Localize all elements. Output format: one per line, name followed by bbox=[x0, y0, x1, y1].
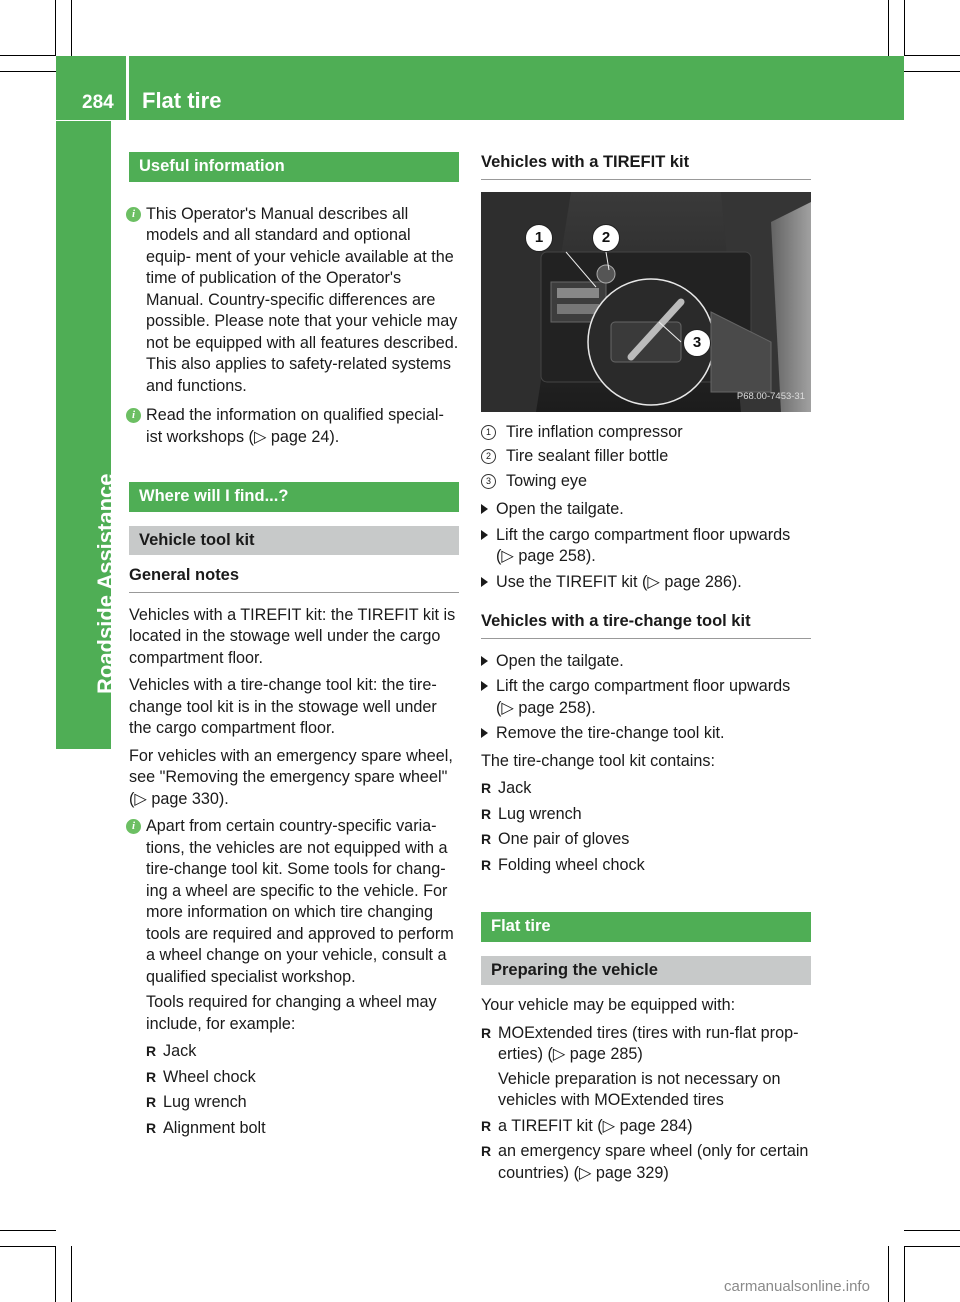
paragraph: For vehicles with an emergency spare wheel, see "Removing the emergency spare wheel" (▷ page 330). bbox=[129, 746, 453, 808]
info-text: Tools required for changing a wheel may include, for example: bbox=[146, 993, 437, 1033]
page-number: 284 bbox=[82, 92, 114, 113]
list-item bbox=[146, 1041, 459, 1063]
where-heading: Where will I find...? bbox=[129, 482, 459, 512]
info-note bbox=[129, 405, 459, 448]
info-text: Apart from certain country-specific varia- tions, the vehicles are not equipped with a tire-change tool kit. Some tools for chang- ing a wheel are specific to the vehicle. For more information on which tire changing tools are required and approved to perform a wheel change on your vehicle, consult a qualified specialist workshop. bbox=[146, 817, 454, 986]
legend-number: 2 bbox=[481, 449, 496, 464]
cargo-compartment-photo bbox=[481, 192, 811, 412]
step-text: Open the tailgate. bbox=[496, 651, 624, 670]
info-text: Read the information on qualified special- ist workshops (▷ page 24). bbox=[146, 406, 444, 446]
list-item-text: Lug wrench bbox=[498, 804, 582, 823]
cargo-compartment-illustration bbox=[481, 192, 811, 412]
step-arrow-icon bbox=[481, 681, 488, 691]
callout-2: 2 bbox=[592, 224, 620, 252]
bullet-icon: R bbox=[146, 1043, 157, 1059]
step-arrow-icon bbox=[481, 530, 488, 540]
toolchange-heading: Vehicles with a tire-change tool kit bbox=[481, 611, 811, 639]
step-text: Open the tailgate. bbox=[496, 500, 624, 518]
callout-3: 3 bbox=[683, 329, 711, 357]
tirefit-heading: Vehicles with a TIREFIT kit bbox=[481, 152, 811, 180]
flat-tire-heading: Flat tire bbox=[481, 912, 811, 942]
legend-text: Tire sealant filler bottle bbox=[506, 447, 669, 465]
list-item-text: Jack bbox=[163, 1042, 197, 1060]
useful-info-heading: Useful information bbox=[129, 152, 459, 182]
crop-mark bbox=[0, 55, 56, 56]
crop-mark bbox=[888, 1246, 889, 1302]
list-item-text: MOExtended tires (tires with run-flat prop- erties) (▷ page 285) bbox=[498, 1023, 799, 1063]
info-text: This Operator's Manual describes all models and all standard and optional equip- ment of your vehicle available at the time of publication of the Operator's Manual. Country-specific differences are possible. Please note that your vehicle may not be equipped with all features described. This also applies to safety-related systems and functions. bbox=[146, 204, 459, 395]
paragraph: Your vehicle may be equipped with: bbox=[481, 996, 736, 1014]
legend-number: 3 bbox=[481, 474, 496, 489]
step-item bbox=[481, 525, 811, 568]
list-item bbox=[481, 778, 811, 800]
bullet-icon: R bbox=[481, 805, 492, 822]
list-item-text: an emergency spare wheel (only for certain countries) (▷ page 329) bbox=[498, 1142, 809, 1182]
toolkit-heading: Vehicle tool kit bbox=[129, 526, 459, 556]
info-icon: i bbox=[126, 408, 141, 423]
list-item bbox=[481, 804, 811, 826]
list-item bbox=[481, 855, 811, 877]
step-text: Use the TIREFIT kit (▷ page 286). bbox=[496, 572, 742, 591]
list-item-text: Wheel chock bbox=[163, 1067, 256, 1086]
crop-mark bbox=[0, 71, 56, 72]
step-arrow-icon bbox=[481, 656, 488, 666]
step-item bbox=[481, 572, 811, 594]
legend-text: Towing eye bbox=[506, 471, 587, 490]
bullet-icon: R bbox=[481, 1143, 492, 1159]
crop-mark bbox=[904, 1246, 905, 1302]
list-item bbox=[146, 1067, 459, 1089]
step-arrow-icon bbox=[481, 577, 488, 587]
list-item-text: One pair of gloves bbox=[498, 830, 630, 848]
info-note bbox=[129, 204, 459, 398]
step-arrow-icon bbox=[481, 728, 488, 738]
list-item-text: Folding wheel chock bbox=[498, 855, 645, 874]
list-item-text: Alignment bolt bbox=[163, 1118, 266, 1137]
bullet-icon: R bbox=[146, 1068, 157, 1085]
callout-1: 1 bbox=[525, 224, 553, 252]
list-item bbox=[146, 1092, 459, 1114]
bullet-icon: R bbox=[481, 1024, 492, 1041]
list-item-note: Vehicle preparation is not necessary on vehicles with MOExtended tires bbox=[498, 1069, 781, 1109]
info-icon: i bbox=[126, 207, 141, 222]
list-item bbox=[481, 829, 811, 851]
paragraph: Vehicles with a TIREFIT kit: the TIREFIT kit is located in the stowage well under the cargo compartment floor. bbox=[129, 605, 456, 667]
list-item-text: a TIREFIT kit (▷ page 284) bbox=[498, 1116, 693, 1135]
list-item-text: Lug wrench bbox=[163, 1093, 247, 1111]
legend-item bbox=[481, 446, 811, 468]
crop-mark bbox=[71, 1246, 72, 1302]
left-column bbox=[129, 152, 459, 1147]
header-separator bbox=[126, 56, 129, 120]
list-item-text: Jack bbox=[498, 779, 532, 797]
step-item bbox=[481, 651, 811, 673]
bullet-icon: R bbox=[481, 831, 492, 847]
legend-item bbox=[481, 422, 811, 444]
bullet-icon: R bbox=[481, 856, 492, 873]
legend-item bbox=[481, 471, 811, 493]
crop-mark bbox=[904, 55, 960, 56]
step-text: Remove the tire-change tool kit. bbox=[496, 724, 725, 742]
list-item bbox=[481, 1116, 811, 1138]
crop-mark bbox=[55, 0, 56, 56]
watermark: carmanualsonline.info bbox=[724, 1278, 870, 1295]
crop-mark bbox=[888, 0, 889, 56]
preparing-heading: Preparing the vehicle bbox=[481, 956, 811, 986]
right-column bbox=[481, 152, 811, 1188]
step-arrow-icon bbox=[481, 504, 488, 514]
crop-mark bbox=[0, 1230, 56, 1231]
legend-number: 1 bbox=[481, 425, 496, 440]
paragraph: Vehicles with a tire-change tool kit: the tire- change tool kit is in the stowage well under the cargo compartment floor. bbox=[129, 676, 437, 737]
general-notes-heading: General notes bbox=[129, 565, 459, 593]
crop-mark bbox=[904, 0, 905, 56]
crop-mark bbox=[904, 1246, 960, 1247]
step-item bbox=[481, 723, 811, 745]
bullet-icon: R bbox=[146, 1094, 157, 1110]
crop-mark bbox=[904, 1230, 960, 1231]
step-item bbox=[481, 676, 811, 719]
page-title: Flat tire bbox=[142, 88, 222, 113]
section-side-label-text: Roadside Assistance bbox=[93, 473, 118, 694]
info-icon: i bbox=[126, 819, 141, 834]
bullet-icon: R bbox=[481, 780, 492, 796]
paragraph: The tire-change tool kit contains: bbox=[481, 751, 715, 770]
crop-mark bbox=[55, 1246, 56, 1302]
bullet-icon: R bbox=[146, 1119, 157, 1136]
crop-mark bbox=[0, 1246, 56, 1247]
legend-text: Tire inflation compressor bbox=[506, 422, 683, 441]
figure-caption: P68.00-7453-31 bbox=[736, 391, 805, 402]
step-item bbox=[481, 499, 811, 521]
crop-mark bbox=[904, 71, 960, 72]
info-note bbox=[129, 816, 459, 1139]
crop-mark bbox=[71, 0, 72, 56]
step-text: Lift the cargo compartment floor upwards (▷ page 258). bbox=[496, 525, 791, 565]
step-text: Lift the cargo compartment floor upwards (▷ page 258). bbox=[496, 677, 791, 717]
bullet-icon: R bbox=[481, 1117, 492, 1134]
list-item bbox=[481, 1141, 811, 1184]
list-item bbox=[481, 1023, 811, 1112]
list-item bbox=[146, 1118, 459, 1140]
